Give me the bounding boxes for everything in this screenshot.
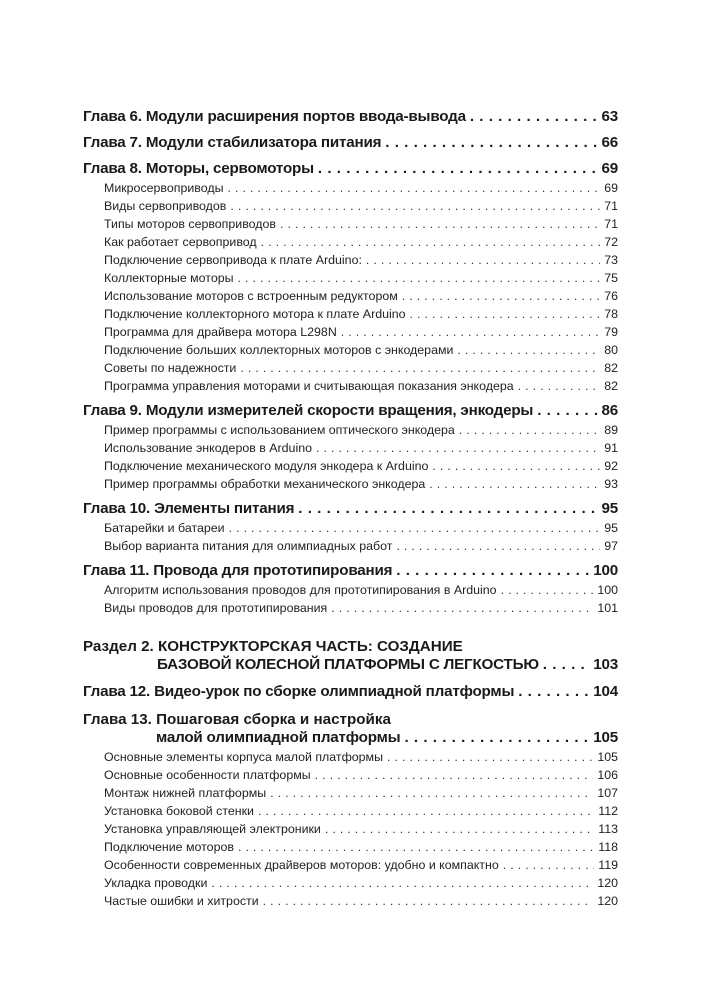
item-title: Укладка проводки (104, 876, 208, 890)
page-number: 104 (593, 683, 618, 700)
dot-leader (385, 134, 597, 151)
dot-leader (229, 521, 601, 535)
page-number: 91 (604, 441, 618, 455)
page-number: 105 (593, 729, 618, 746)
dot-leader (459, 423, 600, 437)
page-number: 63 (601, 108, 618, 125)
toc-item[interactable] (104, 822, 618, 836)
toc-item[interactable] (104, 459, 618, 473)
toc-chapter-8[interactable] (83, 160, 618, 177)
item-title: Подключение моторов (104, 840, 234, 854)
page-number: 113 (598, 822, 618, 836)
item-title: Частые ошибки и хитрости (104, 894, 259, 908)
item-title: Коллекторные моторы (104, 271, 234, 285)
page-number: 86 (601, 402, 618, 419)
page-number: 120 (597, 876, 618, 890)
dot-leader (396, 539, 600, 553)
toc-chapter-6[interactable] (83, 108, 618, 125)
dot-leader (432, 459, 600, 473)
page-number: 80 (604, 343, 618, 357)
toc-item[interactable] (104, 601, 618, 615)
chapter-title: Глава 7. Модули стабилизатора питания (83, 134, 382, 151)
item-title: Использование энкодеров в Arduino (104, 441, 312, 455)
chapter-title: Глава 9. Модули измерителей скорости вращения, энкодеры (83, 402, 534, 419)
item-title: Программа управления моторами и считывающая показания энкодера (104, 379, 514, 393)
chapter-title: Глава 6. Модули расширения портов ввода-вывода (83, 108, 466, 125)
item-title: Советы по надежности (104, 361, 237, 375)
dot-leader (258, 804, 594, 818)
page-number: 118 (598, 840, 618, 854)
page-number: 69 (604, 181, 618, 195)
page-number: 112 (598, 804, 618, 818)
item-title: Виды проводов для прототипирования (104, 601, 328, 615)
dot-leader (518, 379, 601, 393)
toc-chapter-13-line1[interactable]: Глава 13. Пошаговая сборка и настройка (83, 711, 391, 728)
toc-item[interactable] (104, 253, 618, 267)
toc-item[interactable] (104, 876, 618, 890)
toc-item[interactable] (104, 804, 618, 818)
page-number: 120 (597, 894, 618, 908)
chapter-title: малой олимпиадной платформы (156, 729, 401, 746)
item-title: Батарейки и батареи (104, 521, 225, 535)
toc-item[interactable] (104, 441, 618, 455)
page-number: 76 (604, 289, 618, 303)
dot-leader (341, 325, 600, 339)
page-number: 73 (604, 253, 618, 267)
item-title: Микросервоприводы (104, 181, 224, 195)
toc-item[interactable] (104, 840, 618, 854)
dot-leader (227, 181, 600, 195)
item-title: Как работает сервопривод (104, 235, 257, 249)
dot-leader (501, 583, 594, 597)
toc-item[interactable] (104, 423, 618, 437)
item-title: Виды сервоприводов (104, 199, 227, 213)
toc-chapter-10[interactable] (83, 500, 618, 517)
toc-chapter-11[interactable] (83, 562, 618, 579)
page-number: 101 (597, 601, 618, 615)
toc-item[interactable] (104, 750, 618, 764)
toc-item[interactable] (104, 583, 618, 597)
toc-chapter-9[interactable] (83, 402, 618, 419)
chapter-title: Глава 10. Элементы питания (83, 500, 295, 517)
item-title: Алгоритм использования проводов для прототипирования в Arduino (104, 583, 497, 597)
toc-chapter-13[interactable] (156, 729, 618, 746)
item-title: Основные особенности платформы (104, 768, 311, 782)
item-title: Программа для драйвера мотора L298N (104, 325, 337, 339)
chapter-title: Глава 12. Видео-урок по сборке олимпиадной платформы (83, 683, 515, 700)
item-title: Пример программы с использованием оптического энкодера (104, 423, 455, 437)
item-title: Подключение механического модуля энкодера к Arduino (104, 459, 429, 473)
page-number: 72 (604, 235, 618, 249)
dot-leader (518, 683, 589, 700)
item-title: Пример программы обработки механического энкодера (104, 477, 426, 491)
item-title: Основные элементы корпуса малой платформы (104, 750, 383, 764)
dot-leader (238, 271, 601, 285)
item-title: Типы моторов сервоприводов (104, 217, 276, 231)
item-title: Подключение сервопривода к плате Arduino: (104, 253, 362, 267)
toc-item[interactable] (104, 181, 618, 195)
item-title: Подключение больших коллекторных моторов с энкодерами (104, 343, 454, 357)
page-number: 75 (604, 271, 618, 285)
dot-leader (316, 441, 600, 455)
dot-leader (270, 786, 593, 800)
toc-section-2-line1[interactable]: Раздел 2. КОНСТРУКТОРСКАЯ ЧАСТЬ: СОЗДАНИЕ (83, 638, 463, 655)
item-title: Монтаж нижней платформы (104, 786, 267, 800)
dot-leader (263, 894, 594, 908)
toc-section-2[interactable] (157, 656, 618, 673)
toc-item[interactable] (104, 539, 618, 553)
page-number: 71 (604, 199, 618, 213)
dot-leader (298, 500, 597, 517)
item-title: Установка боковой стенки (104, 804, 254, 818)
toc-item[interactable] (104, 217, 618, 231)
toc-item[interactable] (104, 379, 618, 393)
toc-item[interactable] (104, 271, 618, 285)
dot-leader (429, 477, 600, 491)
dot-leader (238, 840, 594, 854)
dot-leader (503, 858, 595, 872)
toc-item[interactable] (104, 477, 618, 491)
dot-leader (537, 402, 597, 419)
toc-item[interactable] (104, 894, 618, 908)
dot-leader (470, 108, 598, 125)
toc-item[interactable] (104, 235, 618, 249)
dot-leader (280, 217, 600, 231)
toc-item[interactable] (104, 361, 618, 375)
item-title: Подключение коллекторного мотора к плате Arduino (104, 307, 406, 321)
chapter-title: Глава 11. Провода для прототипирования (83, 562, 393, 579)
page-number: 66 (601, 134, 618, 151)
toc-item[interactable] (104, 786, 618, 800)
page-number: 95 (601, 500, 618, 517)
page-number: 107 (597, 786, 618, 800)
page-number: 103 (593, 656, 618, 673)
dot-leader (410, 307, 601, 321)
toc-item[interactable] (104, 521, 618, 535)
toc-item[interactable] (104, 325, 618, 339)
toc-chapter-12[interactable] (83, 683, 618, 700)
page-number: 78 (604, 307, 618, 321)
page-number: 105 (597, 750, 618, 764)
item-title: Установка управляющей электроники (104, 822, 321, 836)
page-number: 92 (604, 459, 618, 473)
dot-leader (331, 601, 593, 615)
dot-leader (387, 750, 593, 764)
dot-leader (404, 729, 589, 746)
toc-chapter-7[interactable] (83, 134, 618, 151)
page-number: 69 (601, 160, 618, 177)
chapter-title: Глава 8. Моторы, сервомоторы (83, 160, 314, 177)
toc-item[interactable] (104, 343, 618, 357)
page-number: 82 (604, 379, 618, 393)
page-number: 106 (597, 768, 618, 782)
page-number: 89 (604, 423, 618, 437)
dot-leader (366, 253, 600, 267)
dot-leader (325, 822, 594, 836)
dot-leader (230, 199, 600, 213)
dot-leader (315, 768, 594, 782)
toc-item[interactable] (104, 768, 618, 782)
item-title: Особенности современных драйверов моторов: удобно и компактно (104, 858, 499, 872)
item-title: Выбор варианта питания для олимпиадных работ (104, 539, 393, 553)
page-number: 93 (604, 477, 618, 491)
dot-leader (240, 361, 600, 375)
page-number: 82 (604, 361, 618, 375)
dot-leader (543, 656, 589, 673)
dot-leader (261, 235, 601, 249)
page-number: 95 (604, 521, 618, 535)
toc-item[interactable] (104, 289, 618, 303)
page-number: 71 (604, 217, 618, 231)
page-number: 100 (593, 562, 618, 579)
toc-item[interactable] (104, 199, 618, 213)
page-number: 79 (604, 325, 618, 339)
dot-leader (211, 876, 593, 890)
dot-leader (318, 160, 598, 177)
section-title: БАЗОВОЙ КОЛЕСНОЙ ПЛАТФОРМЫ С ЛЕГКОСТЬЮ (157, 656, 539, 673)
dot-leader (457, 343, 600, 357)
dot-leader (402, 289, 600, 303)
toc-item[interactable] (104, 858, 618, 872)
page-number: 97 (604, 539, 618, 553)
page-number: 119 (598, 858, 618, 872)
dot-leader (396, 562, 589, 579)
page-number: 100 (597, 583, 618, 597)
toc-item[interactable] (104, 307, 618, 321)
item-title: Использование моторов с встроенным редуктором (104, 289, 398, 303)
